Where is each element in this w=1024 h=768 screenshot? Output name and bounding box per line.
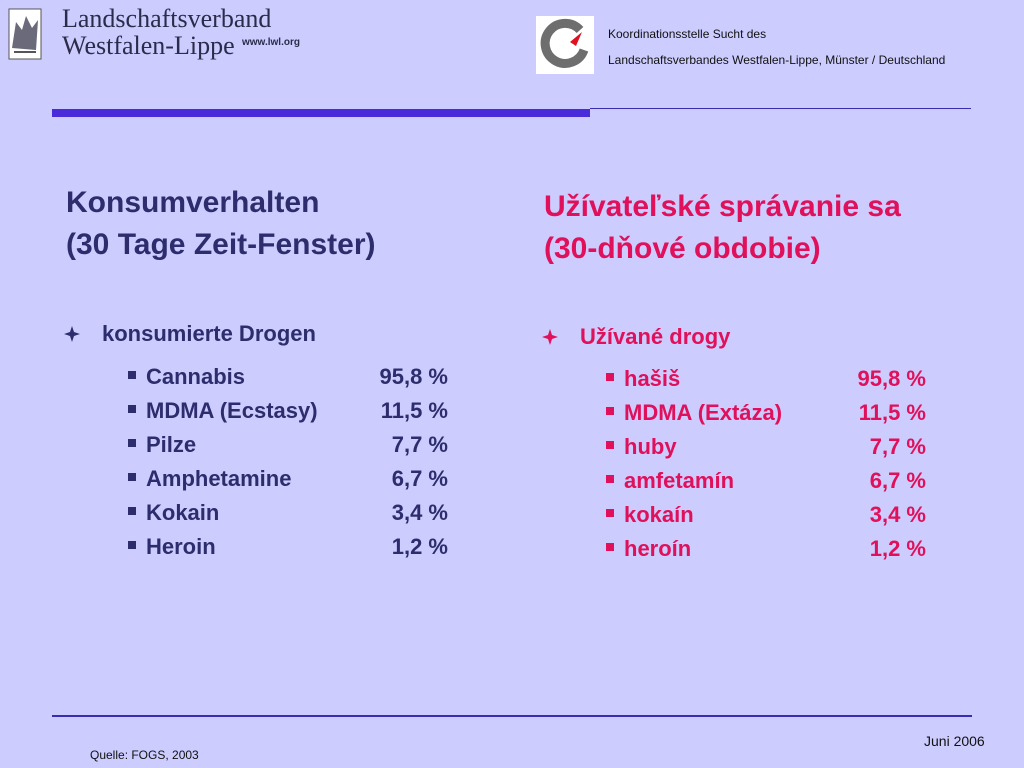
- list-item: [128, 534, 448, 568]
- list-item: [128, 466, 448, 500]
- list-item: [128, 398, 448, 432]
- german-drug-list: [128, 364, 448, 568]
- square-bullet-icon: [606, 509, 614, 517]
- slovak-section-heading: [542, 324, 730, 350]
- drug-label: Cannabis: [146, 364, 246, 389]
- drug-label: Heroin: [146, 534, 216, 559]
- drug-label: Kokain: [146, 500, 220, 525]
- list-item: [128, 500, 448, 534]
- list-item: [606, 468, 926, 502]
- square-bullet-icon: [606, 441, 614, 449]
- drug-percentage: 7,7 %: [869, 434, 926, 459]
- drug-label: huby: [624, 434, 677, 459]
- org-name-line2: Landschaftsverbandes Westfalen-Lippe, Münster / Deutschland: [608, 53, 946, 67]
- list-item: [606, 434, 926, 468]
- german-title-line1: Konsumverhalten: [66, 186, 320, 219]
- square-bullet-icon: [128, 473, 136, 481]
- lwl-crest-icon: [8, 8, 42, 60]
- drug-percentage: 11,5 %: [858, 400, 926, 425]
- drug-percentage: 6,7 %: [391, 466, 448, 491]
- drug-label: MDMA (Ecstasy): [146, 398, 318, 423]
- diamond-bullet-icon: [542, 329, 558, 345]
- list-item: [606, 502, 926, 536]
- list-item: [606, 536, 926, 570]
- german-section-heading: [64, 321, 316, 347]
- slovak-heading-text: Užívané drogy: [580, 324, 731, 349]
- drug-percentage: 1,2 %: [391, 534, 448, 559]
- diamond-bullet-icon: [64, 326, 80, 342]
- slovak-title: [544, 186, 901, 270]
- drug-label: kokaín: [624, 502, 694, 527]
- drug-label: Amphetamine: [146, 466, 292, 491]
- drug-label: MDMA (Extáza): [624, 400, 783, 425]
- list-item: [606, 400, 926, 434]
- slovak-title-line2: (30-dňové obdobie): [544, 232, 821, 265]
- header-thin-rule: [590, 108, 971, 109]
- drug-percentage: 95,8 %: [857, 366, 926, 391]
- square-bullet-icon: [128, 439, 136, 447]
- drug-label: hašiš: [624, 366, 681, 391]
- drug-label: Pilze: [146, 432, 197, 457]
- square-bullet-icon: [128, 541, 136, 549]
- square-bullet-icon: [606, 475, 614, 483]
- koordinationsstelle-logo-icon: [536, 16, 594, 74]
- slovak-drug-list: [606, 366, 926, 570]
- list-item: [128, 364, 448, 398]
- drug-percentage: 11,5 %: [380, 398, 448, 423]
- header-accent-rule: [52, 109, 590, 117]
- footer-rule: [52, 715, 972, 717]
- slide-date: Juni 2006: [924, 733, 985, 749]
- slovak-title-line1: Užívateľské správanie sa: [544, 190, 901, 223]
- square-bullet-icon: [606, 407, 614, 415]
- drug-percentage: 3,4 %: [391, 500, 448, 525]
- drug-percentage: 7,7 %: [391, 432, 448, 457]
- square-bullet-icon: [606, 543, 614, 551]
- source-citation: Quelle: FOGS, 2003: [90, 748, 199, 762]
- brand-url: www.lwl.org: [242, 37, 300, 48]
- german-title: [66, 182, 376, 266]
- german-heading-text: konsumierte Drogen: [102, 321, 316, 346]
- square-bullet-icon: [128, 405, 136, 413]
- drug-percentage: 95,8 %: [379, 364, 448, 389]
- drug-label: heroín: [624, 536, 692, 561]
- drug-label: amfetamín: [624, 468, 735, 493]
- org-name-line1: Koordinationsstelle Sucht des: [608, 27, 767, 41]
- square-bullet-icon: [606, 373, 614, 381]
- brand-name-line1: Landschaftsverband: [62, 4, 272, 33]
- square-bullet-icon: [128, 371, 136, 379]
- german-title-line2: (30 Tage Zeit-Fenster): [66, 228, 376, 261]
- square-bullet-icon: [128, 507, 136, 515]
- drug-percentage: 1,2 %: [869, 536, 926, 561]
- list-item: [128, 432, 448, 466]
- drug-percentage: 6,7 %: [869, 468, 926, 493]
- brand-name-line2: Westfalen-Lippe: [62, 31, 235, 60]
- drug-percentage: 3,4 %: [869, 502, 926, 527]
- list-item: [606, 366, 926, 400]
